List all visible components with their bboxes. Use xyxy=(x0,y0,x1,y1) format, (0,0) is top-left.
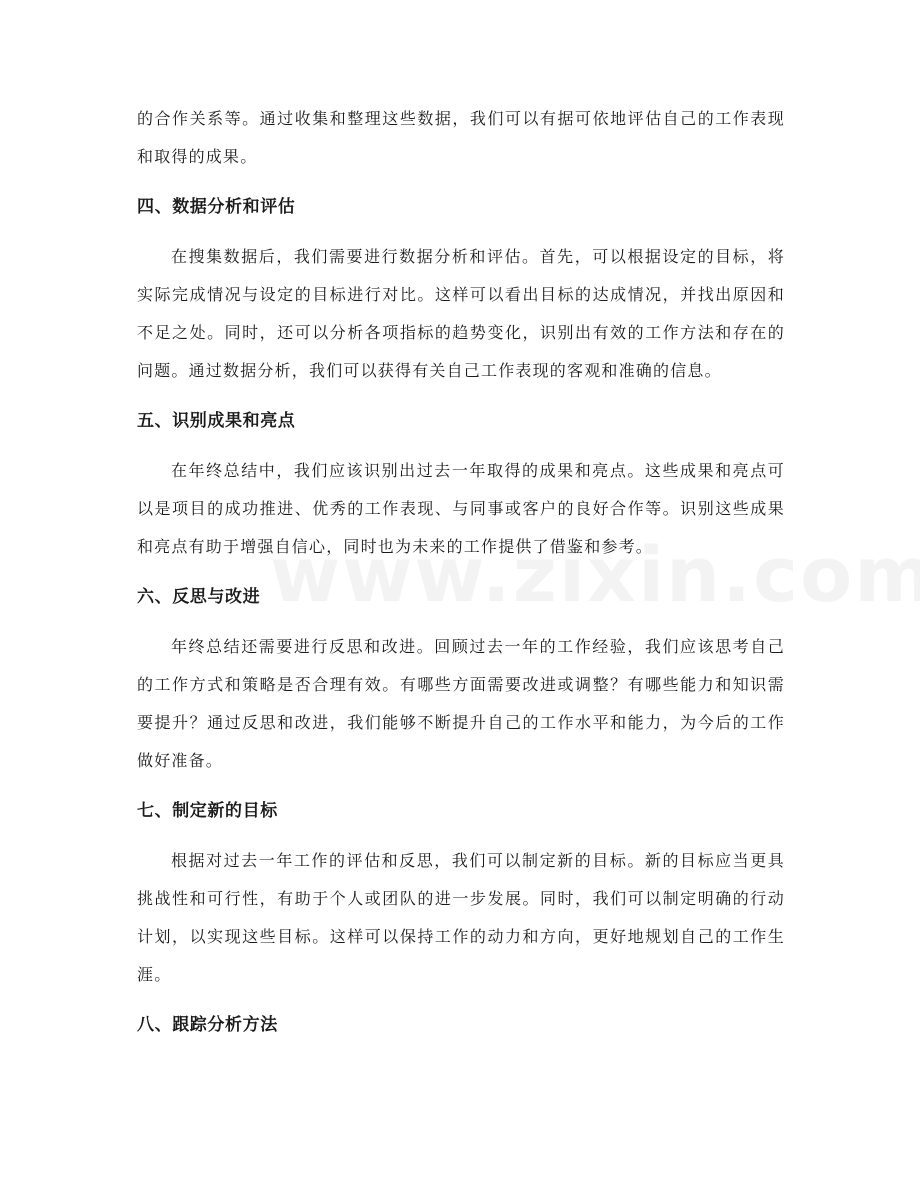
heading-section-8: 八、跟踪分析方法 xyxy=(137,1015,278,1035)
heading-section-5: 五、识别成果和亮点 xyxy=(137,411,296,431)
paragraph-section-6: 年终总结还需要进行反思和改进。回顾过去一年的工作经验，我们应该思考自己的工作方式和策略是否合理有效。有哪些方面需要改进或调整？有哪些能力和知识需要提升？通过反思和改进，我们能够不断提升自己的工作水平和能力，为今后的工作做好准备。 xyxy=(137,637,785,770)
heading-section-4: 四、数据分析和评估 xyxy=(137,197,296,217)
heading-section-6: 六、反思与改进 xyxy=(137,587,261,607)
paragraph-section-5: 在年终总结中，我们应该识别出过去一年取得的成果和亮点。这些成果和亮点可以是项目的成功推进、优秀的工作表现、与同事或客户的良好合作等。识别这些成果和亮点有助于增强自信心，同时也为未来的工作提供了借鉴和参考。 xyxy=(137,461,785,556)
paragraph-section-7: 根据对过去一年工作的评估和反思，我们可以制定新的目标。新的目标应当更具挑战性和可行性，有助于个人或团队的进一步发展。同时，我们可以制定明确的行动计划，以实现这些目标。这样可以保持工作的动力和方向，更好地规划自己的工作生涯。 xyxy=(137,851,785,984)
heading-section-7: 七、制定新的目标 xyxy=(137,801,278,821)
document-body xyxy=(137,100,785,1044)
paragraph-intro-continued: 的合作关系等。通过收集和整理这些数据，我们可以有据可依地评估自己的工作表现和取得的成果。 xyxy=(137,109,785,166)
paragraph-section-4: 在搜集数据后，我们需要进行数据分析和评估。首先，可以根据设定的目标，将实际完成情况与设定的目标进行对比。这样可以看出目标的达成情况，并找出原因和不足之处。同时，还可以分析各项指标的趋势变化，识别出有效的工作方法和存在的问题。通过数据分析，我们可以获得有关自己工作表现的客观和准确的信息。 xyxy=(137,247,785,380)
